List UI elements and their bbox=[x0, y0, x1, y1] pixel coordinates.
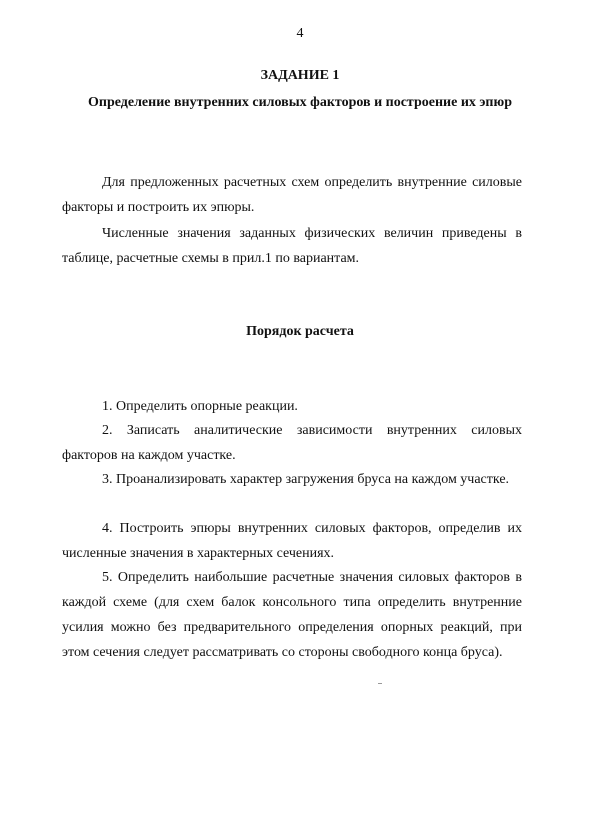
scan-speck bbox=[378, 683, 382, 684]
procedure-step: 4. Построить эпюры внутренних силовых факторов, определив их численные значения в характерных сечениях. bbox=[62, 521, 522, 561]
page-number: 4 bbox=[296, 26, 304, 41]
task-title: ЗАДАНИЕ 1 bbox=[260, 68, 340, 83]
intro-paragraph: Численные значения заданных физических величин приведены в таблице, расчетные схемы в прил.1 по вариантам. bbox=[62, 226, 522, 266]
procedure-step: 5. Определить наибольшие расчетные значения силовых факторов в каждой схеме (для схем балок консольного типа определить внутренние усилия можно без предварительного определения опорных реакций, при этом сечения следует рассматривать со стороны свободного конца бруса). bbox=[62, 570, 522, 660]
procedure-step: 1. Определить опорные реакции. bbox=[102, 399, 298, 414]
procedure-step: 2. Записать аналитические зависимости внутренних силовых факторов на каждом участке. bbox=[62, 423, 522, 463]
task-subtitle: Определение внутренних силовых факторов и построение их эпюр bbox=[88, 95, 512, 110]
procedure-step: 3. Проанализировать характер загружения бруса на каждом участке. bbox=[102, 472, 510, 487]
intro-paragraph: Для предложенных расчетных схем определить внутренние силовые факторы и построить их эпюры. bbox=[62, 175, 522, 215]
section-heading: Порядок расчета bbox=[246, 324, 354, 339]
